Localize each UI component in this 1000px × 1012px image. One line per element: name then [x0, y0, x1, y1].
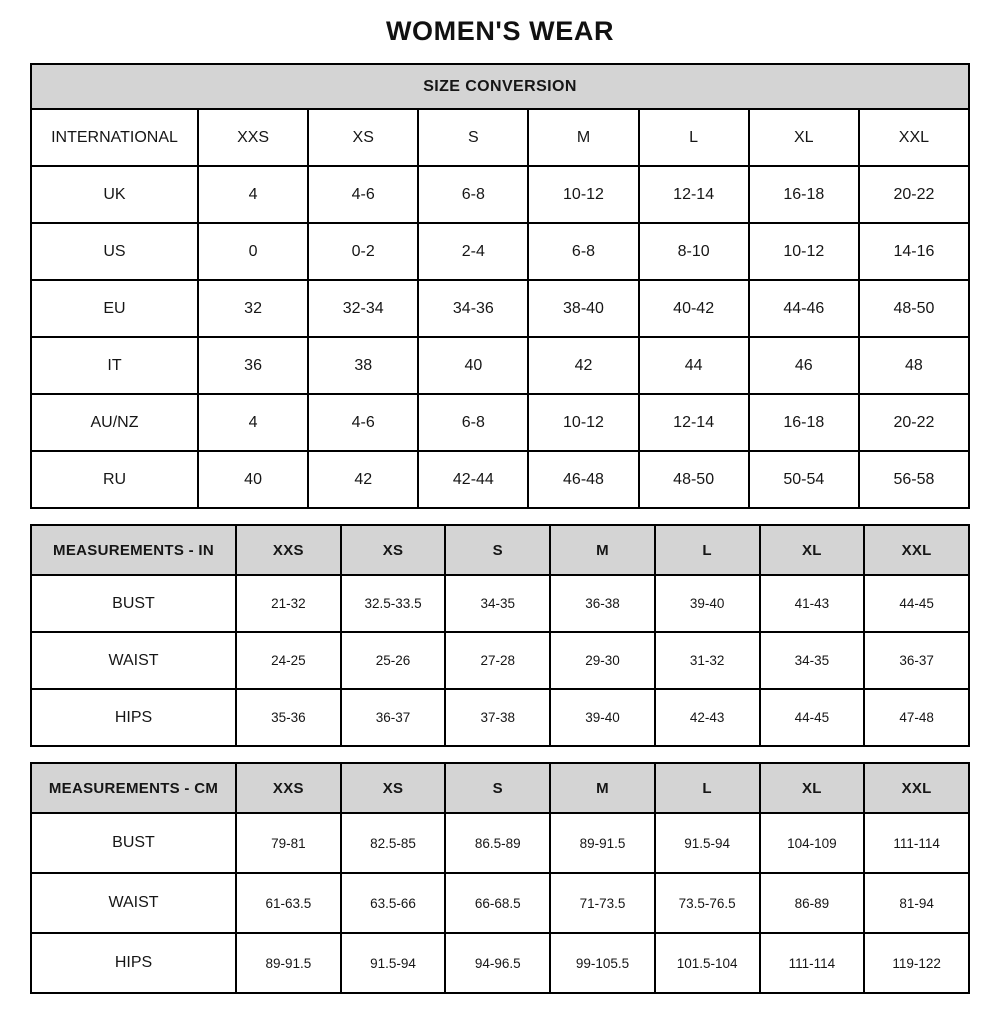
header-cell: XS [341, 525, 446, 575]
header-cell: MEASUREMENTS - IN [31, 525, 236, 575]
measurements-cm-table [30, 762, 970, 994]
header-cell: XS [341, 763, 446, 813]
value-cell: 0-2 [308, 223, 418, 280]
value-cell: 32-34 [308, 280, 418, 337]
value-cell: 42-43 [655, 689, 760, 746]
value-cell: 38-40 [528, 280, 638, 337]
table-row [31, 873, 969, 933]
value-cell: 10-12 [528, 394, 638, 451]
table-row [31, 575, 969, 632]
value-cell: 34-36 [418, 280, 528, 337]
value-cell: 25-26 [341, 632, 446, 689]
table-row [31, 223, 969, 280]
header-cell: XXS [236, 763, 341, 813]
value-cell: 12-14 [639, 166, 749, 223]
table-row [31, 166, 969, 223]
row-label-cell: AU/NZ [31, 394, 198, 451]
value-cell: 29-30 [550, 632, 655, 689]
table-caption: SIZE CONVERSION [31, 64, 969, 109]
value-cell: 40 [418, 337, 528, 394]
header-cell: XXS [236, 525, 341, 575]
table-row [31, 109, 969, 166]
value-cell: 71-73.5 [550, 873, 655, 933]
row-label-cell: HIPS [31, 689, 236, 746]
value-cell: 39-40 [655, 575, 760, 632]
row-label-cell: RU [31, 451, 198, 508]
value-cell: 6-8 [418, 394, 528, 451]
value-cell: 86.5-89 [445, 813, 550, 873]
value-cell: 86-89 [760, 873, 865, 933]
header-cell: L [655, 763, 760, 813]
value-cell: 44-45 [864, 575, 969, 632]
measurements-in-table [30, 524, 970, 747]
value-cell: 50-54 [749, 451, 859, 508]
value-cell: 48-50 [859, 280, 969, 337]
row-label-cell: WAIST [31, 632, 236, 689]
value-cell: 89-91.5 [550, 813, 655, 873]
value-cell: 32.5-33.5 [341, 575, 446, 632]
table-row [31, 451, 969, 508]
header-cell: XXL [859, 109, 969, 166]
value-cell: 99-105.5 [550, 933, 655, 993]
value-cell: 12-14 [639, 394, 749, 451]
value-cell: 46 [749, 337, 859, 394]
header-cell: M [550, 763, 655, 813]
value-cell: 104-109 [760, 813, 865, 873]
table-row [31, 394, 969, 451]
value-cell: 79-81 [236, 813, 341, 873]
size-conversion-table [30, 63, 970, 509]
value-cell: 119-122 [864, 933, 969, 993]
table-row [31, 64, 969, 109]
value-cell: 34-35 [760, 632, 865, 689]
header-cell: M [528, 109, 638, 166]
value-cell: 0 [198, 223, 308, 280]
header-cell: XL [749, 109, 859, 166]
row-label-cell: IT [31, 337, 198, 394]
value-cell: 2-4 [418, 223, 528, 280]
header-cell: XXL [864, 763, 969, 813]
value-cell: 4 [198, 166, 308, 223]
page-title: WOMEN'S WEAR [385, 16, 615, 46]
value-cell: 101.5-104 [655, 933, 760, 993]
row-label-cell: BUST [31, 813, 236, 873]
value-cell: 48-50 [639, 451, 749, 508]
value-cell: 46-48 [528, 451, 638, 508]
table-row [31, 813, 969, 873]
table-row [31, 337, 969, 394]
table-row [31, 689, 969, 746]
value-cell: 48 [859, 337, 969, 394]
value-cell: 36-38 [550, 575, 655, 632]
value-cell: 4-6 [308, 166, 418, 223]
value-cell: 20-22 [859, 394, 969, 451]
value-cell: 73.5-76.5 [655, 873, 760, 933]
value-cell: 6-8 [528, 223, 638, 280]
table-row [31, 763, 969, 813]
value-cell: 31-32 [655, 632, 760, 689]
table-row [31, 933, 969, 993]
value-cell: 10-12 [528, 166, 638, 223]
value-cell: 44-46 [749, 280, 859, 337]
header-cell: M [550, 525, 655, 575]
row-label-cell: WAIST [31, 873, 236, 933]
header-cell: L [655, 525, 760, 575]
row-label-cell: EU [31, 280, 198, 337]
value-cell: 36-37 [341, 689, 446, 746]
value-cell: 61-63.5 [236, 873, 341, 933]
value-cell: 6-8 [418, 166, 528, 223]
table-row [31, 525, 969, 575]
row-label-cell: US [31, 223, 198, 280]
value-cell: 4 [198, 394, 308, 451]
value-cell: 82.5-85 [341, 813, 446, 873]
value-cell: 42-44 [418, 451, 528, 508]
value-cell: 63.5-66 [341, 873, 446, 933]
value-cell: 36-37 [864, 632, 969, 689]
value-cell: 42 [308, 451, 418, 508]
row-label-cell: UK [31, 166, 198, 223]
value-cell: 56-58 [859, 451, 969, 508]
header-cell: S [418, 109, 528, 166]
header-cell: L [639, 109, 749, 166]
value-cell: 91.5-94 [341, 933, 446, 993]
value-cell: 10-12 [749, 223, 859, 280]
header-cell: XL [760, 763, 865, 813]
value-cell: 44 [639, 337, 749, 394]
value-cell: 38 [308, 337, 418, 394]
value-cell: 27-28 [445, 632, 550, 689]
header-cell: XL [760, 525, 865, 575]
value-cell: 40-42 [639, 280, 749, 337]
value-cell: 20-22 [859, 166, 969, 223]
header-cell: INTERNATIONAL [31, 109, 198, 166]
value-cell: 16-18 [749, 394, 859, 451]
header-cell: MEASUREMENTS - CM [31, 763, 236, 813]
value-cell: 94-96.5 [445, 933, 550, 993]
value-cell: 35-36 [236, 689, 341, 746]
header-cell: XXL [864, 525, 969, 575]
value-cell: 32 [198, 280, 308, 337]
value-cell: 42 [528, 337, 638, 394]
header-cell: XXS [198, 109, 308, 166]
value-cell: 36 [198, 337, 308, 394]
value-cell: 16-18 [749, 166, 859, 223]
table-row [31, 280, 969, 337]
value-cell: 39-40 [550, 689, 655, 746]
table-row [31, 632, 969, 689]
value-cell: 40 [198, 451, 308, 508]
value-cell: 41-43 [760, 575, 865, 632]
value-cell: 8-10 [639, 223, 749, 280]
value-cell: 47-48 [864, 689, 969, 746]
row-label-cell: BUST [31, 575, 236, 632]
header-cell: S [445, 763, 550, 813]
value-cell: 111-114 [864, 813, 969, 873]
value-cell: 66-68.5 [445, 873, 550, 933]
value-cell: 24-25 [236, 632, 341, 689]
value-cell: 14-16 [859, 223, 969, 280]
value-cell: 44-45 [760, 689, 865, 746]
value-cell: 81-94 [864, 873, 969, 933]
value-cell: 111-114 [760, 933, 865, 993]
value-cell: 4-6 [308, 394, 418, 451]
row-label-cell: HIPS [31, 933, 236, 993]
value-cell: 91.5-94 [655, 813, 760, 873]
value-cell: 34-35 [445, 575, 550, 632]
value-cell: 89-91.5 [236, 933, 341, 993]
value-cell: 37-38 [445, 689, 550, 746]
header-cell: XS [308, 109, 418, 166]
value-cell: 21-32 [236, 575, 341, 632]
header-cell: S [445, 525, 550, 575]
